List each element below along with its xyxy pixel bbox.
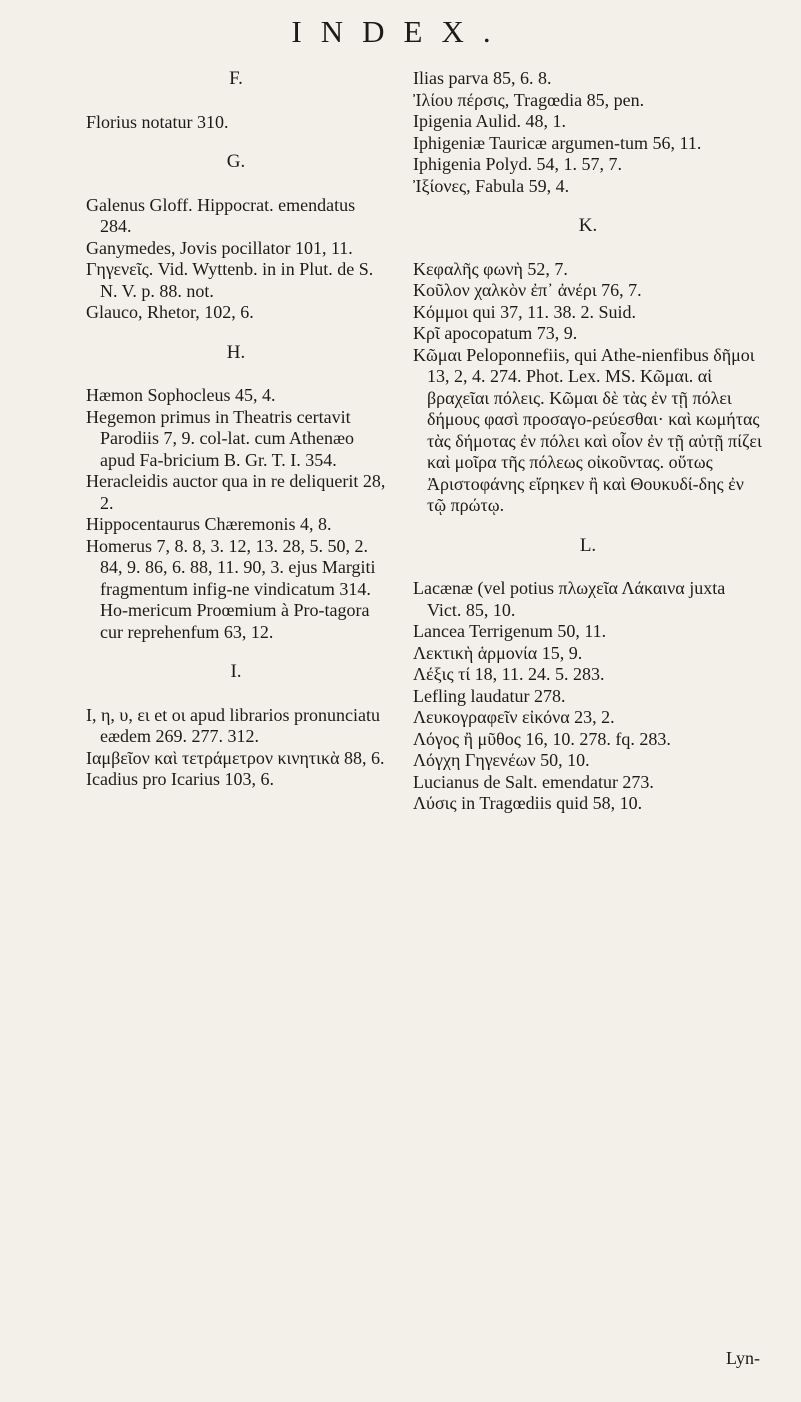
section-letter: K. xyxy=(578,215,598,236)
index-entry: Lacænæ (vel potius πλωχεῖα Λάκαινα juxta Vict. 85, 10. xyxy=(413,578,726,620)
index-entry: Heracleidis auctor qua in re deliquerit 28, 2. xyxy=(86,471,386,513)
index-entry: Icadius pro Icarius 103, 6. xyxy=(86,769,274,789)
section-letter: H. xyxy=(226,341,246,363)
page-header: INDEX. xyxy=(291,14,510,49)
index-entry: Λευκογραφεῖν εἰκόνα 23, 2. xyxy=(413,707,615,727)
index-entry: Ἰξίονες, Fabula 59, 4. xyxy=(413,175,570,196)
index-entry: Hippocentaurus Chæremonis 4, 8. xyxy=(86,514,332,534)
index-entry: Lancea Terrigenum 50, 11. xyxy=(413,621,607,641)
index-entry: Ganymedes, Jovis pocillator 101, 11. xyxy=(86,237,353,258)
index-entry: Κρῖ apocopatum 73, 9. xyxy=(413,323,578,343)
index-entry: Hegemon primus in Theatris certavit Parodiis 7, 9. col-lat. cum Athenæo apud Fa-bricium B. Gr. T. I. 354. xyxy=(86,406,354,470)
index-entry: Homerus 7, 8. 8, 3. 12, 13. 28, 5. 50, 2. 84, 9. 86, 6. 88, 11. 90, 3. ejus Margiti fragmentum infig-ne vindicatum 314. Ho-mericum Proœmium à Pro-tagora cur reprehenfum 63, 12. xyxy=(86,535,376,642)
index-entry: Λέξις τί 18, 11. 24. 5. 283. xyxy=(413,664,605,684)
index-entry: Glauco, Rhetor, 102, 6. xyxy=(86,302,254,322)
index-entry: Ipigenia Aulid. 48, 1. xyxy=(413,111,566,131)
index-entry: Λόγος ἢ μῦθος 16, 10. 278. fq. 283. xyxy=(413,728,671,749)
index-entry: Λύσις in Tragœdiis quid 58, 10. xyxy=(413,793,643,813)
index-entry: Ιαμβεῖον καὶ τετράμετρον κινητικὰ 88, 6. xyxy=(86,747,385,768)
index-entry: Λεκτικὴ ἁρμονία 15, 9. xyxy=(413,642,583,663)
index-entry: Γηγενεῖς. Vid. Wyttenb. in in Plut. de S. N. V. p. 88. not. xyxy=(86,259,374,301)
index-entry: Iphigenia Polyd. 54, 1. 57, 7. xyxy=(413,154,622,174)
index-entry: Ilias parva 85, 6. 8. xyxy=(413,68,552,88)
index-entry: Lucianus de Salt. emendatur 273. xyxy=(413,771,654,792)
index-entry: I, η, υ, ει et οι apud librarios pronunciatu eædem 269. 277. 312. xyxy=(86,704,381,746)
section-letter: F. xyxy=(229,68,243,89)
index-entry: Galenus Gloff. Hippocrat. emendatus 284. xyxy=(86,194,356,236)
index-entry: Κοῦλον χαλκὸν ἐπ᾽ ἀνέρι 76, 7. xyxy=(413,280,642,300)
index-entry: Λόγχη Γηγενέων 50, 10. xyxy=(413,750,590,770)
section-letter: L. xyxy=(579,534,597,556)
right-column xyxy=(413,68,763,815)
left-column xyxy=(86,68,386,791)
section-letter: G. xyxy=(226,151,246,172)
index-entry: Ἰλίου πέρσις, Tragœdia 85, pen. xyxy=(413,89,645,110)
index-entry: Κόμμοι qui 37, 11. 38. 2. Suid. xyxy=(413,301,636,322)
index-entry: Lefling laudatur 278. xyxy=(413,685,566,706)
catchword: Lyn- xyxy=(726,1348,760,1368)
index-entry: Κεφαλῆς φωνὴ 52, 7. xyxy=(413,258,568,279)
index-entry: Hæmon Sophocleus 45, 4. xyxy=(86,385,276,405)
index-entry: Κῶμαι Peloponnefiis, qui Athe-nienfibus δῆμοι 13, 2, 4. 274. Phot. Lex. MS. Κῶμαι. αἱ βραχεῖαι πόλεις. Κῶμαι δὲ τὰς ἐν τῇ πόλει δήμους φασὶ προσαγο-ρεύεσθαι· καὶ κωμήτας τὰς δήμοτας ἐν πόλει καὶ οἷον ἐν τῇ αὐτῇ πίζει καὶ μοῖρα τῆς πόλεως οἰκοῦντας. οὕτως Ἀριστοφάνης εἴρηκεν ἢ καὶ Θουκυδί-δης ἐν τῷ πρώτῳ. xyxy=(413,344,762,515)
index-entry: Iphigeniæ Tauricæ argumen-tum 56, 11. xyxy=(413,132,702,153)
index-entry: Florius notatur 310. xyxy=(86,111,229,132)
section-letter: I. xyxy=(230,661,242,682)
